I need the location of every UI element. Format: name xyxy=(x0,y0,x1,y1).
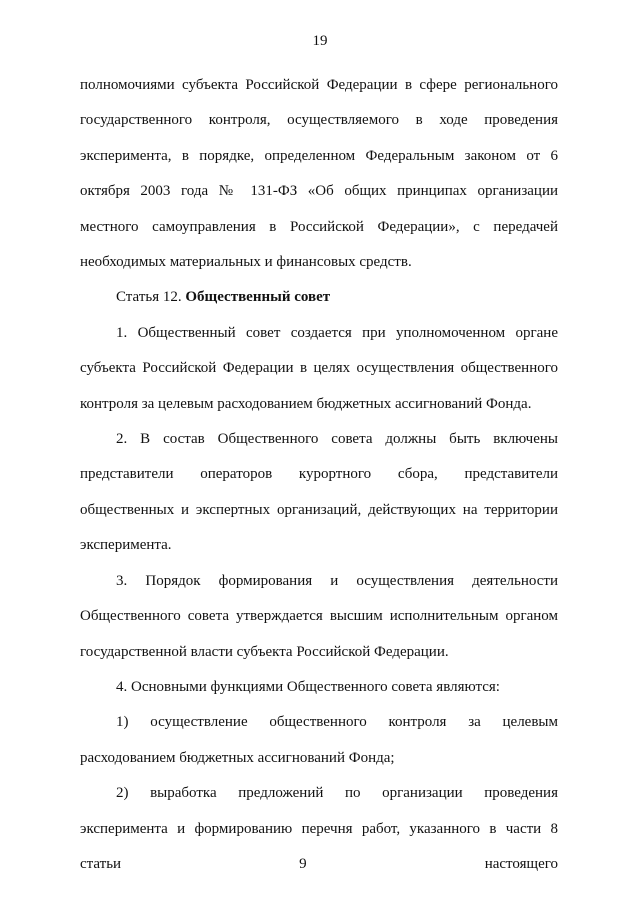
article-subitem-1: 1) осуществление общественного контроля за целевым расходованием бюджетных ассигнований Фонда; xyxy=(80,714,558,766)
paragraph-continuation: полномочиями субъекта Российской Федерации в сфере регионального государственного контроля, осуществляемого в ходе проведения эксперимента, в порядке, определенном Федеральным законом от 6 октября 2003 года № 131-ФЗ «Об общих принципах организации местного самоуправления в Российской Федерации», с передачей необходимых материальных и финансовых средств. xyxy=(80,77,558,271)
article-title: Общественный совет xyxy=(185,289,331,306)
article-item-4: 4. Основными функциями Общественного совета являются: xyxy=(116,678,500,695)
article-item-2: 2. В состав Общественного совета должны быть включены представители операторов курортного сбора, представители общественных и экспертных организаций, действующих на территории эксперимента. xyxy=(80,431,558,554)
page-number: 19 xyxy=(312,33,328,49)
article-item-1: 1. Общественный совет создается при уполномоченном органе субъекта Российской Федерации в целях осуществления общественного контроля за целевым расходованием бюджетных ассигнований Фонда. xyxy=(80,324,558,412)
article-item-3: 3. Порядок формирования и осуществления деятельности Общественного совета утверждается высшим исполнительным органом государственной власти субъекта Российской Федерации. xyxy=(80,572,558,660)
article-heading xyxy=(80,280,558,315)
document-body xyxy=(80,68,558,882)
article-prefix: Статья 12. xyxy=(116,289,182,306)
article-subitem-2: 2) выработка предложений по организации проведения эксперимента и формированию перечня работ, указанного в части 8 статьи 9 настоящего xyxy=(80,785,558,872)
